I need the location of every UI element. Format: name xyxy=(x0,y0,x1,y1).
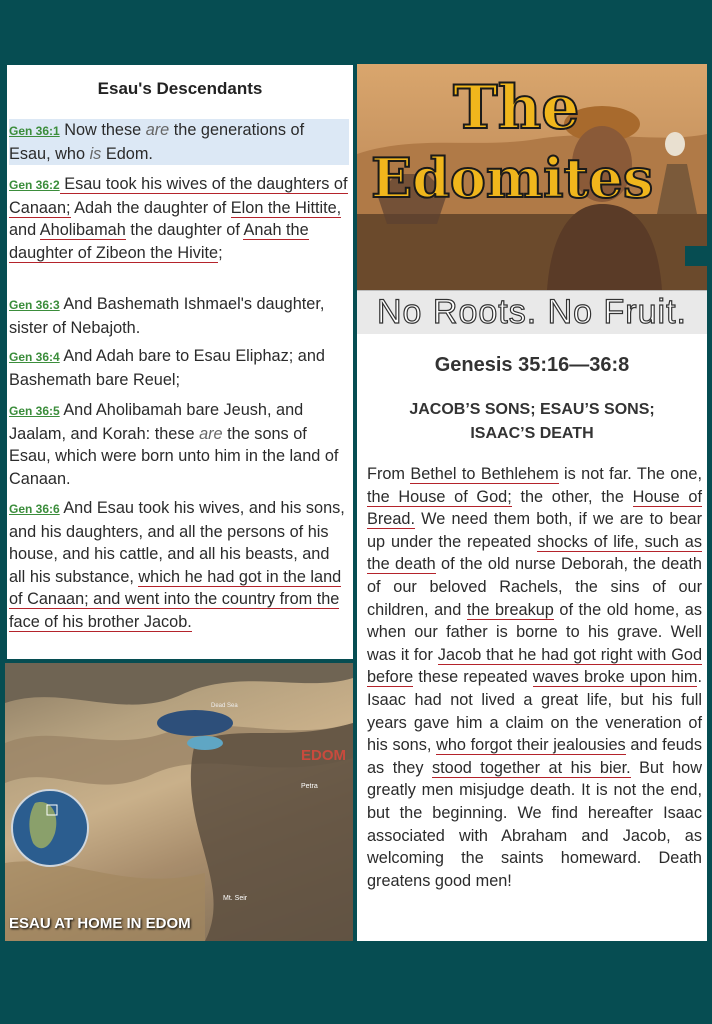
verse-link[interactable]: Gen 36:3 xyxy=(9,298,60,312)
verse-gen-36-5: Gen 36:5 And Aholibamah bare Jeush, and Jaalam, and Korah: these are the sons of Esau, which were born unto him in the land of Canaan. xyxy=(9,401,339,488)
map-terrain xyxy=(5,663,353,941)
map-label-region: EDOM xyxy=(301,747,346,764)
underlined-phrase: Jacob that he had got right with God before xyxy=(367,645,702,687)
underlined-phrase: stood together at his bier. xyxy=(431,758,631,777)
text-run: of the old nurse Deborah, the death of our beloved Rachels, the sins of our children, and xyxy=(367,555,702,619)
slogan-banner xyxy=(357,290,707,336)
passage-reference: Genesis 35:16—36:8 xyxy=(434,354,630,376)
text-run: We need them both, if we are to bear up under the repeated xyxy=(367,510,702,551)
poster-title-edomites: Edomites xyxy=(371,146,654,210)
verse-gen-36-2: Gen 36:2 Esau took his wives of the daughters of Canaan; Adah the daughter of Elon the Hittite, and Aholibamah the daughter of Anah the daughter of Zibeon the Hivite; xyxy=(9,175,348,262)
scripture-panel xyxy=(7,65,353,659)
verse-gen-36-4: Gen 36:4 And Adah bare to Esau Eliphaz; and Bashemath bare Reuel; xyxy=(9,347,325,389)
text-run: From xyxy=(367,465,411,483)
text-run: . Isaac had not lived a great life, but his full years gave him a claim on the veneration of his sons, xyxy=(367,668,702,755)
devotional-panel xyxy=(357,334,707,941)
slogan-text: No Roots. No Fruit. xyxy=(377,293,687,331)
devotional-text xyxy=(367,463,702,892)
edom-map-image xyxy=(5,663,353,941)
underlined-phrase: who forgot their jealousies xyxy=(436,736,626,755)
text-run: the other, the xyxy=(511,487,633,506)
dead-sea-shape xyxy=(157,710,233,736)
map-label-mount: Mt. Seir xyxy=(223,895,248,902)
verse-link[interactable]: Gen 36:6 xyxy=(9,502,60,516)
passage-heading: JACOB’S SONS; ESAU’S SONS; ISAAC’S DEATH xyxy=(409,401,655,442)
map-caption: ESAU AT HOME IN EDOM xyxy=(9,915,191,932)
verse-link[interactable]: Gen 36:4 xyxy=(9,350,60,364)
verse-link[interactable]: Gen 36:1 xyxy=(9,124,60,138)
underlined-phrase: the breakup xyxy=(466,600,554,619)
verse-gen-36-3: Gen 36:3 And Bashemath Ishmael's daughter, sister of Nebajoth. xyxy=(9,295,325,337)
verse-link[interactable]: Gen 36:2 xyxy=(9,178,60,192)
underlined-phrase: waves broke upon him xyxy=(532,668,698,687)
underlined-phrase: House of Bread. xyxy=(367,487,702,529)
text-run: of the old home, as when our father is borne to his grave. Well was it for xyxy=(367,600,702,664)
underlined-phrase: shocks of life, such as the death xyxy=(367,532,702,574)
text-run: these repeated xyxy=(413,668,533,687)
map-label-sea: Dead Sea xyxy=(211,703,238,709)
map-label-city: Petra xyxy=(301,783,318,790)
verse-link[interactable]: Gen 36:5 xyxy=(9,404,60,418)
text-run: and feuds as they xyxy=(367,736,703,777)
poster-title-the: The xyxy=(453,73,580,143)
text-run: is not far. The one, xyxy=(558,465,702,483)
verse-gen-36-6: Gen 36:6 And Esau took his wives, and his sons, and his daughters, and all the persons of his house, and his cattle, and all his beasts, and all his substance, which he had got in the land of Canaan; and went into the country from the face of his brother Jacob. xyxy=(9,499,345,631)
text-run: But how greatly men misjudge death. It is not the end, but the beginning. We find hereafter Isaac associated with Abraham and Jacob, as welcoming the saints homeward. Death greatens good men! xyxy=(367,758,702,890)
section-title: Esau's Descendants xyxy=(97,79,263,98)
underlined-phrase: the House of God; xyxy=(367,487,512,506)
verse-gen-36-1: Gen 36:1 Now these are the generations of Esau, who is Edom. xyxy=(9,119,349,165)
edomites-poster xyxy=(357,64,707,290)
underlined-phrase: Bethel to Bethlehem xyxy=(410,465,559,483)
